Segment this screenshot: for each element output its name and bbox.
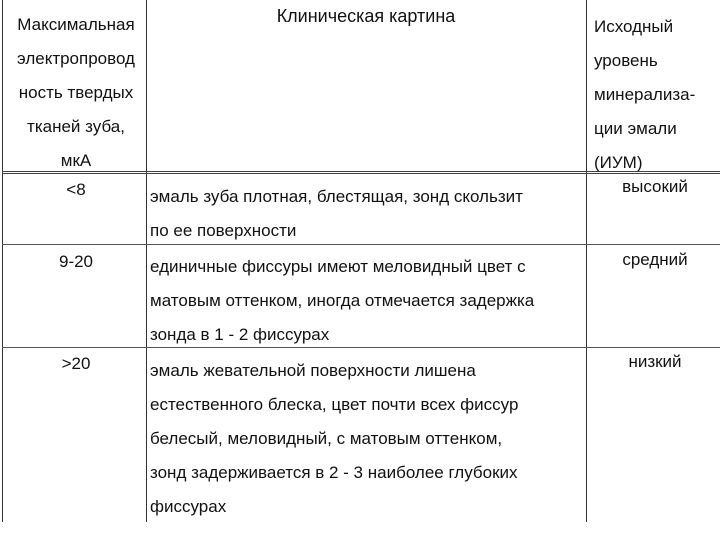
header-conductivity-line: электропровод (17, 49, 135, 68)
header-conductivity-line: тканей зуба, (27, 117, 125, 136)
left-border (2, 0, 3, 522)
header-mineralization-line: ции эмали (594, 119, 677, 138)
row-1-conductivity: <8 (66, 180, 86, 199)
row-1-clinical-line: эмаль зуба плотная, блестящая, зонд скользит (150, 187, 523, 206)
row-1-clinical-line: по ее поверхности (150, 221, 297, 240)
row-2-clinical-line: зонда в 1 - 2 фиссурах (150, 325, 330, 344)
column-divider-2 (586, 0, 587, 522)
row-3-clinical-line: естественного блеска, цвет почти всех фиссур (150, 395, 519, 414)
row-2-level: средний (622, 250, 688, 269)
header-conductivity-line: Максимальная (17, 15, 135, 34)
header-mineralization-line: (ИУМ) (594, 153, 643, 172)
row-1-level: высокий (622, 177, 688, 196)
row-3-clinical (150, 354, 586, 524)
header-mineralization-line: минерализа- (594, 85, 696, 104)
row-2-clinical-line: матовым оттенком, иногда отмечается задержка (150, 291, 535, 310)
header-mineralization-line: Исходный (594, 17, 674, 36)
header-mineralization-line: уровень (594, 51, 658, 70)
row-3-conductivity: >20 (61, 354, 91, 373)
row-3-clinical-line: эмаль жевательной поверхности лишена (150, 361, 476, 380)
row-3-level: низкий (628, 352, 682, 371)
row-3-clinical-line: зонд задерживается в 2 - 3 наиболее глубоких (150, 463, 518, 482)
row-1-clinical (150, 180, 586, 248)
header-clinical-picture: Клиническая картина (276, 6, 456, 26)
row-2-conductivity: 9-20 (58, 252, 94, 271)
row-2-clinical-line: единичные фиссуры имеют меловидный цвет с (150, 257, 526, 276)
header-conductivity-line: мкА (60, 151, 92, 170)
header-conductivity (6, 8, 146, 178)
header-conductivity-line: ность твердых (18, 83, 134, 102)
row-3-clinical-line: белесый, меловидный, с матовым оттенком, (150, 429, 503, 448)
row-3-clinical-line: фиссурах (150, 497, 227, 516)
header-mineralization-level (594, 10, 714, 180)
row-2-clinical (150, 250, 586, 352)
column-divider-1 (146, 0, 147, 522)
